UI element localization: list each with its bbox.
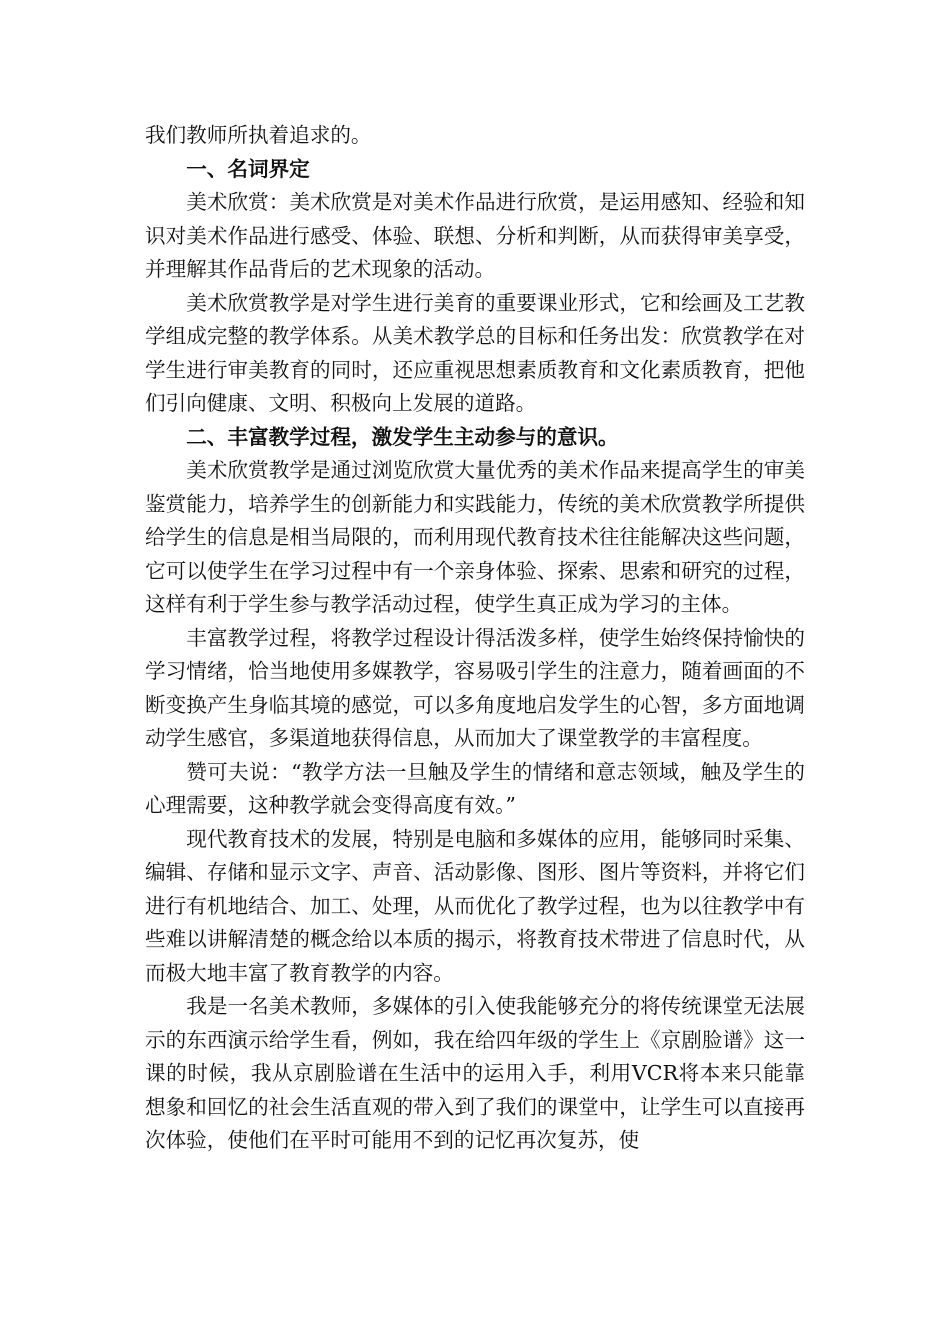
paragraph-definition: 美术欣赏：美术欣赏是对美术作品进行欣赏，是运用感知、经验和知识对美术作品进行感受、体验、联想、分析和判断，从而获得审美享受，并理解其作品背后的艺术现象的活动。 bbox=[145, 190, 805, 281]
section-heading-2: 二、丰富教学过程，激发学生主动参与的意识。 bbox=[186, 424, 619, 449]
paragraph-appreciation-teaching: 美术欣赏教学是对学生进行美育的重要课业形式，它和绘画及工艺教学组成完整的教学体系。从美术教学总的目标和任务出发：欣赏教学在对学生进行审美教育的同时，还应重视思想素质教育和文化素质教育，把他们引向健康、文明、积极向上发展的道路。 bbox=[145, 290, 805, 415]
section-heading-1: 一、名词界定 bbox=[186, 156, 310, 181]
paragraph-enrich-process: 丰富教学过程，将教学过程设计得活泼多样，使学生始终保持愉快的学习情绪，恰当地使用多媒教学，容易吸引学生的注意力，随着画面的不断变换产生身临其境的感觉，可以多角度地启发学生的心智，多方面地调动学生感官，多渠道地获得信息，从而加大了课堂教学的丰富程度。 bbox=[145, 625, 805, 750]
paragraph-teaching-purpose: 美术欣赏教学是通过浏览欣赏大量优秀的美术作品来提高学生的审美鉴赏能力，培养学生的创新能力和实践能力，传统的美术欣赏教学所提供给学生的信息是相当局限的，而利用现代教育技术往往能解决这些问题，它可以使学生在学习过程中有一个亲身体验、探索、思索和研究的过程，这样有利于学生参与教学活动过程，使学生真正成为学习的主体。 bbox=[145, 458, 805, 616]
paragraph-quote: 赞可夫说：“教学方法一旦触及学生的情绪和意志领域，触及学生的心理需要，这种教学就会变得高度有效。” bbox=[145, 759, 805, 817]
continuation-line: 我们教师所执着追求的。 bbox=[145, 123, 372, 147]
paragraph-teacher-example: 我是一名美术教师，多媒体的引入使我能够充分的将传统课堂无法展示的东西演示给学生看，例如，我在给四年级的学生上《京剧脸谱》这一课的时候，我从京剧脸谱在生活中的运用入手，利用VCR将本来只能靠想象和回忆的社会生活直观的带入到了我们的课堂中，让学生可以直接再次体验，使他们在平时可能用不到的记忆再次复苏，使 bbox=[145, 994, 805, 1152]
document-body bbox=[145, 119, 805, 1158]
paragraph-modern-technology: 现代教育技术的发展，特别是电脑和多媒体的应用，能够同时采集、编辑、存储和显示文字、声音、活动影像、图形、图片等资料，并将它们进行有机地结合、加工、处理，从而优化了教学过程，也为以往教学中有些难以讲解清楚的概念给以本质的揭示，将教育技术带进了信息时代，从而极大地丰富了教育教学的内容。 bbox=[145, 826, 805, 985]
